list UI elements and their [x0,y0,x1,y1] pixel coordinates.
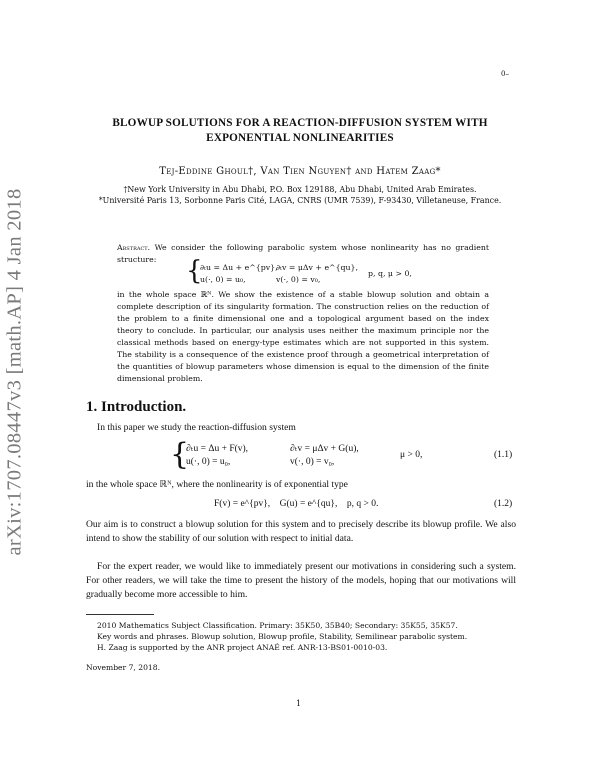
abstract-body: in the whole space ℝᴺ. We show the existence of a stable blowup solution and obtain a complete description of its singularity formation. The construction relies on the reduction of the problem to a finite dimensional one and a topological argument based on the index theory to conclude. In particular, our analysis uses neither the maximum principle nor the classical methods based on energy-type estimates which are not supported in this system. The stability is a consequence of the existence proof through a geometrical interpretation of the quantities of blowup parameters whose dimension is equal to the dimension of the finite dimensional problem. [117,290,489,383]
affiliation-paris13: *Université Paris 13, Sorbonne Paris Cité, LAGA, CNRS (UMR 7539), F-93430, Villetaneuse, France. [98,196,502,205]
footnotes [97,620,517,653]
arxiv-stamp [0,176,30,568]
eq11-r1c1: ∂ₜu = Δu + F(v), [186,444,249,454]
abstract-eq-r1c2: ∂ₜv = μΔv + e^{qu}, [276,263,359,272]
eq12-number: (1.2) [494,499,513,509]
abstract-heading: Abstract. [117,243,151,252]
eq11-number: (1.1) [494,450,513,460]
affiliation-nyuad: †New York University in Abu Dhabi, P.O. Box 129188, Abu Dhabi, United Arab Emirates. [123,185,477,194]
abstract-eq-r2c1: u(·, 0) = u₀, [200,275,246,284]
abstract-eq-condition: p, q, μ > 0, [368,269,412,278]
paper-title [60,116,540,146]
footnote-date: November 7, 2018. [86,663,160,672]
page-number: 1 [296,699,302,708]
left-brace: { [186,256,203,286]
abstract-system [186,256,486,288]
section-heading: 1. Introduction. [86,399,187,415]
eq11-r2c1: u(·, 0) = u₀, [186,457,231,467]
eq11-r2c2: v(·, 0) = v₀, [290,457,335,467]
intro-paragraph-2: in the whole space ℝᴺ, where the nonlinearity is of exponential type [86,479,348,490]
left-brace: { [170,437,190,472]
page-marker: 0– [501,70,509,78]
footnote-msc: 2010 Mathematics Subject Classification. Primary: 35K50, 35B40; Secondary: 35K55, 35K57. [97,621,458,630]
intro-paragraph-1: In this paper we study the reaction-diffusion system [97,422,296,433]
eq11-r1c2: ∂ₜv = μΔv + G(u), [290,444,359,454]
eq11-condition: μ > 0, [400,450,423,460]
author-list: Tej-Eddine Ghoul†, Van Tien Nguyen† and Hatem Zaag* [159,166,441,177]
footnote-rule [86,614,154,615]
equation-1-2: F(v) = e^{pv}, G(u) = e^{qu}, p, q > 0. [214,499,379,509]
title-line-1: BLOWUP SOLUTIONS FOR A REACTION-DIFFUSION SYSTEM WITH [112,117,488,129]
abstract-intro: We consider the following parabolic system whose nonlinearity has no gradient structure: [117,243,489,264]
intro-paragraph-4: For the expert reader, we would like to immediately present our motivations in considering such a system. For other readers, we will take the time to present the history of the models, hoping that our motivations will gradually become more accessible to him. [86,561,516,600]
abstract-eq-r2c2: v(·, 0) = v₀, [276,275,321,284]
equation-1-1 [170,437,530,474]
abstract-eq-r1c1: ∂ₜu = Δu + e^{pv}, [200,263,278,272]
arxiv-id-text: arXiv:1707.08447v3 [math.AP] 4 Jan 2018 [3,188,26,556]
footnote-keywords: Key words and phrases. Blowup solution, Blowup profile, Stability, Semilinear parabolic system. [97,632,468,641]
affiliations [60,184,540,206]
intro-paragraph-3: Our aim is to construct a blowup solution for this system and to precisely describe its blowup profile. We also intend to show the stability of our solution with respect to initial data. [86,519,516,544]
title-line-2: EXPONENTIAL NONLINEARITIES [206,132,394,144]
footnote-support: H. Zaag is supported by the ANR project ANAÉ ref. ANR-13-BS01-0010-03. [97,643,388,652]
